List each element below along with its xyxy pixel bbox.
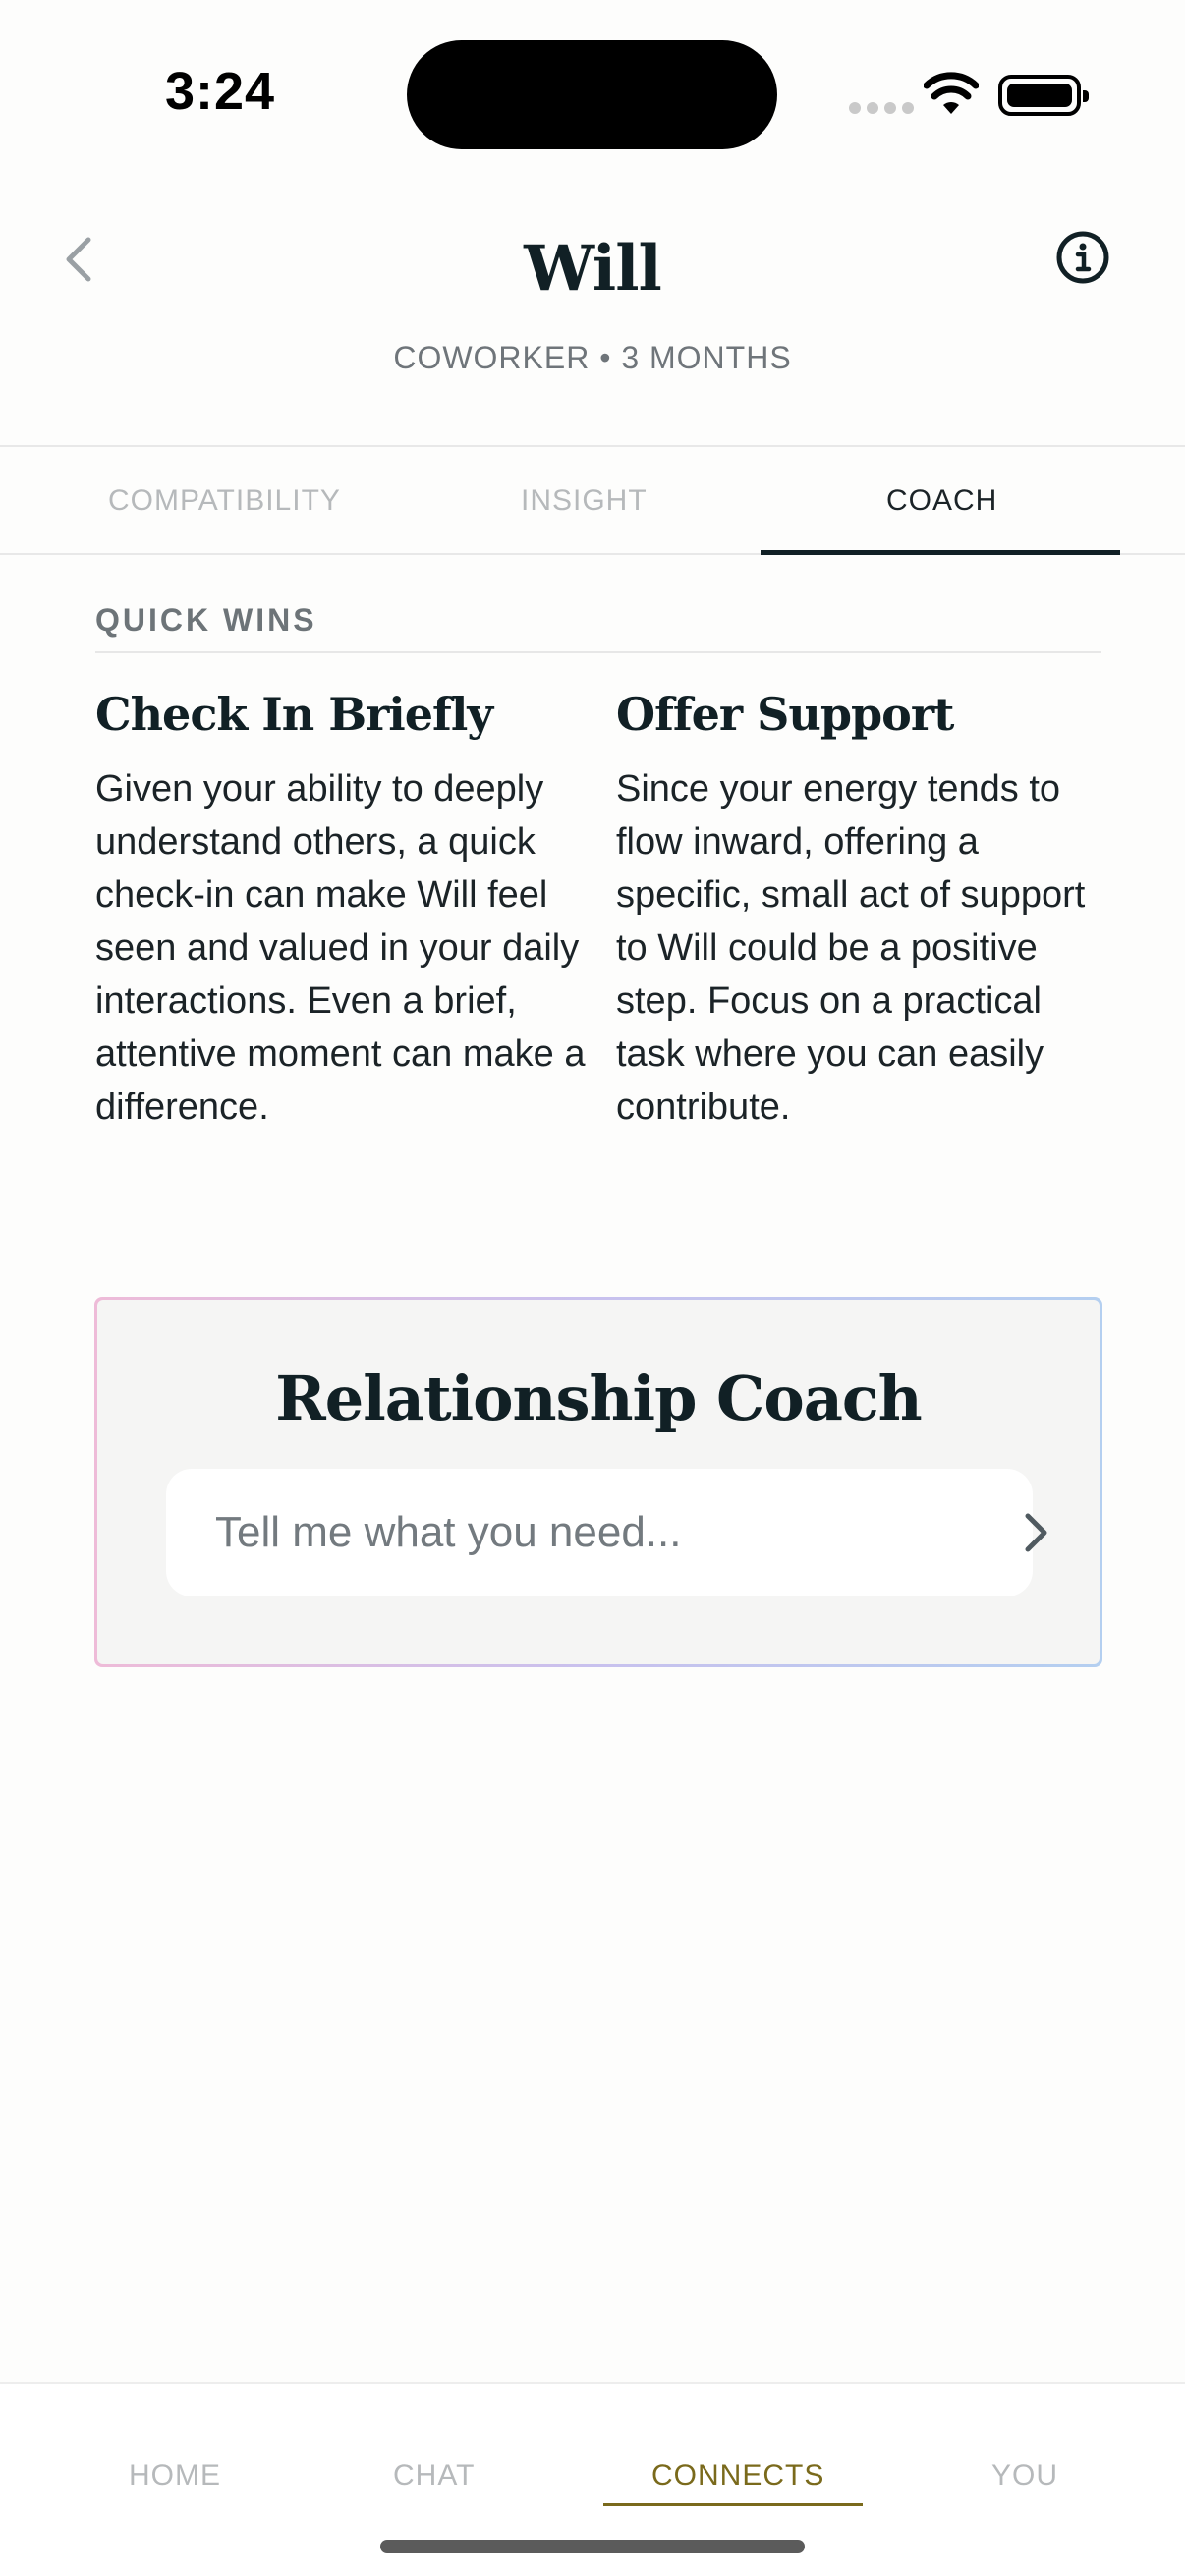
tab-insight[interactable]: INSIGHT xyxy=(521,484,648,517)
quick-win-card xyxy=(616,688,1107,1134)
quick-win-title: Check In Briefly xyxy=(95,688,493,741)
page-title: Will xyxy=(524,232,661,306)
tab-coach[interactable]: COACH xyxy=(886,484,998,517)
quick-wins-label: QUICK WINS xyxy=(95,602,317,638)
info-circle-icon[interactable] xyxy=(1055,230,1110,285)
tab-compatibility[interactable]: COMPATIBILITY xyxy=(108,484,341,517)
quick-win-body: Given your ability to deeply understand others, a quick check-in can make Will feel seen and valued in your daily interactions. Even a brief, attentive moment can make a difference. xyxy=(95,768,586,1128)
section-divider xyxy=(95,651,1101,653)
coach-title: Relationship Coach xyxy=(275,1363,922,1434)
tab-bar xyxy=(0,445,1185,555)
coach-input[interactable] xyxy=(166,1469,1033,1596)
quick-win-body: Since your energy tends to flow inward, offering a specific, small act of support to Will could be a positive step. Focus on a practical task where you can easily contribute. xyxy=(616,768,1086,1128)
relationship-coach-panel xyxy=(94,1297,1102,1667)
chevron-right-icon[interactable] xyxy=(1011,1508,1060,1557)
wifi-icon xyxy=(924,71,979,116)
home-indicator[interactable] xyxy=(380,2540,805,2553)
relationship-subtitle: COWORKER • 3 MONTHS xyxy=(393,340,792,375)
cellular-signal-icon xyxy=(849,102,914,114)
quick-win-card xyxy=(95,688,587,1134)
status-time: 3:24 xyxy=(165,62,276,121)
nav-connects[interactable]: CONNECTS xyxy=(651,2459,825,2492)
status-bar xyxy=(0,0,1185,187)
nav-chat[interactable]: CHAT xyxy=(393,2459,476,2492)
active-tab-indicator xyxy=(761,550,1120,555)
nav-you[interactable]: YOU xyxy=(991,2459,1059,2492)
bottom-navigation xyxy=(0,2382,1185,2576)
dynamic-island xyxy=(407,40,777,149)
active-nav-indicator xyxy=(603,2503,863,2506)
battery-icon xyxy=(998,75,1081,116)
nav-home[interactable]: HOME xyxy=(129,2459,221,2492)
quick-win-title: Offer Support xyxy=(616,688,954,741)
